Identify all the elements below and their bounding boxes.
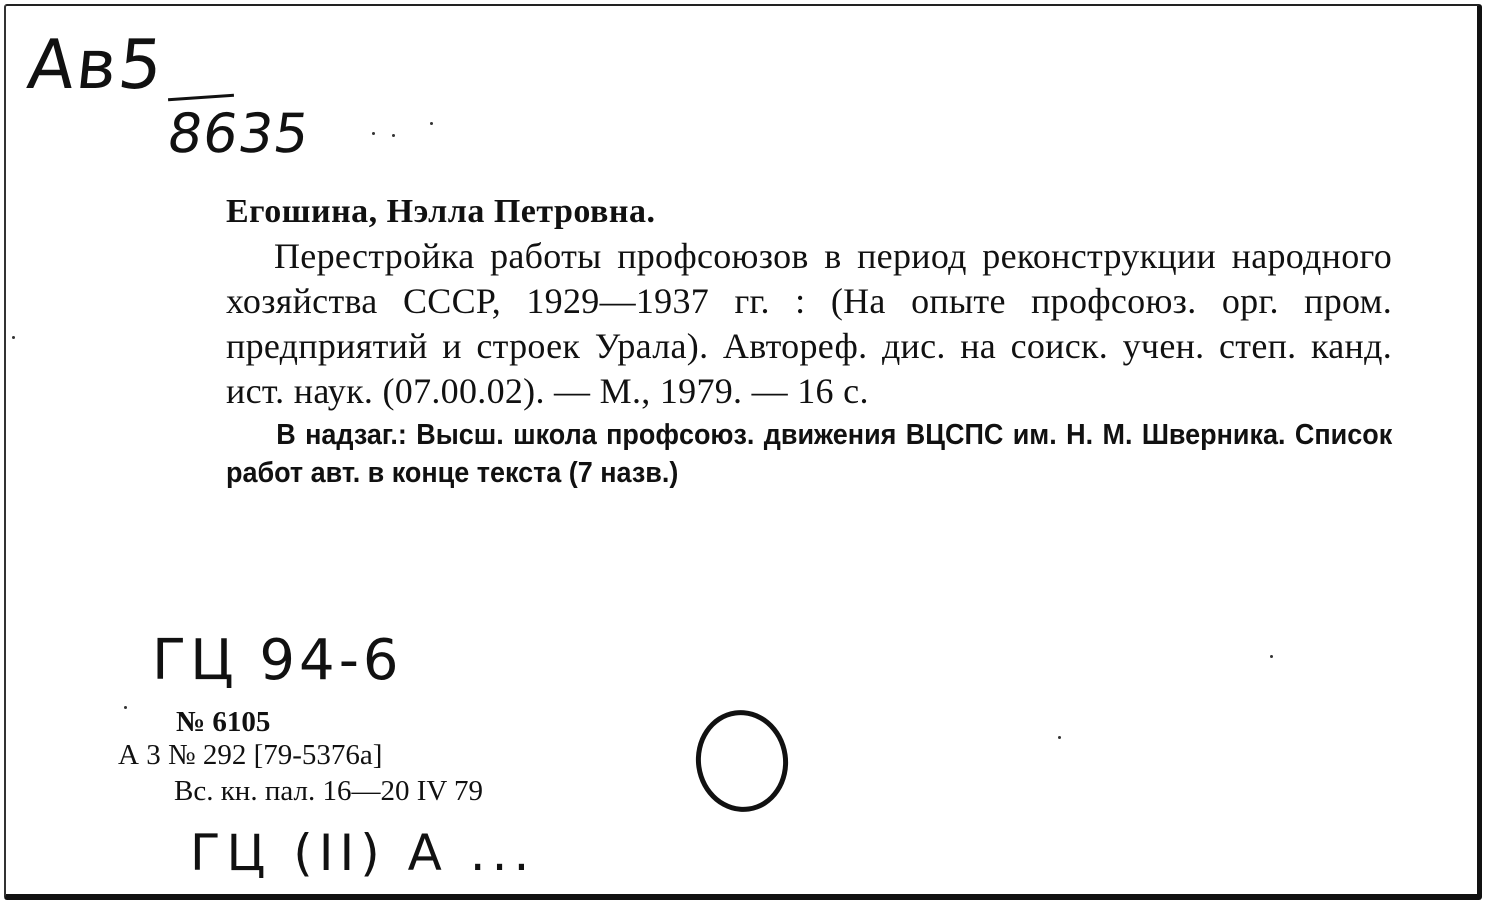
bibliographic-entry [226,190,1392,492]
annotation-note: В надзаг.: Высш. школа профсоюз. движения ВЦСПС им. Н. М. Шверника. Список работ авт. в конце текста (7 назв.) [226,419,1393,489]
speck [430,122,433,125]
catalog-a-number: А 3 № 292 [79-5376а] [118,739,383,771]
handwritten-gc-mark-2: ГЦ (II) А ... [190,824,536,882]
handwritten-gc-mark: ГЦ 94-6 [152,628,403,693]
speck [372,132,375,135]
speck [124,706,127,709]
handwritten-shelf-mark-bottom: 8635 [163,102,314,165]
speck [12,336,15,339]
title-description: Перестройка работы профсоюзов в период реконструкции народного хозяйства СССР, 1929—1937 гг. : (На опыте профсоюз. орг. пром. предприятий и строек Урала). Автореф. дис. на соиск. учен. степ. канд. ист. наук. (07.00.02). — М., 1979. — 16 с. [226,236,1392,411]
speck [1058,736,1061,739]
book-chamber-line: Вс. кн. пал. 16—20 IV 79 [174,775,484,807]
author-heading: Егошина, Нэлла Петровна. [226,193,656,230]
speck [392,134,395,137]
handwritten-shelf-mark-top: Ав5 [23,26,169,105]
speck [1270,655,1273,658]
catalog-number: № 6105 [176,706,271,738]
